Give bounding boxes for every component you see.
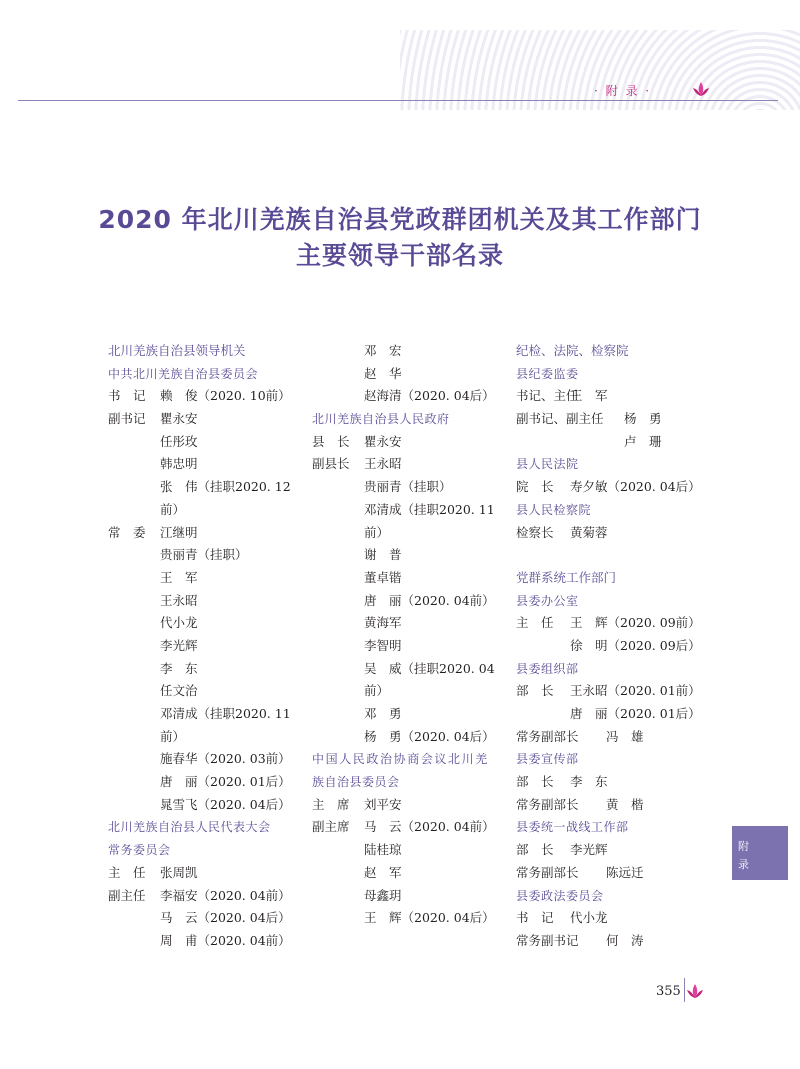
roster-entry	[312, 363, 507, 386]
person-name: 王永昭（2020. 01前）	[570, 683, 701, 699]
roster-entry	[516, 930, 716, 953]
roster-entry	[312, 567, 507, 590]
roster-entry	[312, 453, 507, 476]
person-name: 代小龙	[160, 615, 198, 631]
org-heading: 县委组织部	[516, 661, 579, 676]
person-name: 刘平安	[364, 796, 402, 812]
org-heading: 县委统一战线工作部	[516, 820, 629, 835]
roster-entry	[108, 567, 308, 590]
person-name: 邓 宏	[364, 343, 402, 358]
roster-entry	[108, 771, 308, 794]
person-name: 马 云（2020. 04前）	[364, 819, 495, 835]
roster-entry	[516, 612, 716, 635]
side-tab-line1: 附	[738, 840, 749, 853]
person-name: 晁雪飞（2020. 04后）	[160, 796, 291, 812]
roster-entry	[516, 771, 716, 794]
person-name: 黄海军	[364, 615, 402, 631]
person-name: 王 军	[160, 569, 198, 585]
person-name: 前）	[364, 524, 390, 540]
person-name: 王 辉（2020. 09前）	[570, 615, 701, 631]
roster-entry	[312, 635, 507, 658]
person-name: 瞿永安	[364, 433, 402, 449]
org-heading: 县委办公室	[516, 593, 579, 608]
roster-entry	[312, 476, 507, 499]
person-name: 前）	[160, 728, 186, 744]
person-name: 韩忠明	[160, 456, 198, 472]
column-middle	[312, 340, 507, 930]
person-name: 任彤玫	[160, 433, 198, 449]
person-name: 前）	[160, 501, 186, 517]
person-name: 周 甫（2020. 04前）	[160, 932, 291, 948]
roster-entry	[108, 590, 308, 613]
roster-entry	[108, 431, 308, 454]
page-subtitle: 主要领导干部名录	[295, 241, 504, 270]
roster-entry	[312, 907, 507, 930]
roster-entry	[108, 499, 308, 522]
person-name: 杨 勇（2020. 04后）	[364, 728, 495, 744]
section-heading: 纪检、法院、检察院	[516, 343, 629, 358]
person-name: 寿夕敏（2020. 04后）	[570, 479, 701, 495]
roster-entry	[108, 476, 308, 499]
position-label: 院 长	[516, 479, 554, 495]
roster-entry	[312, 431, 507, 454]
roster-entry	[108, 862, 308, 885]
person-name: 黄 楷	[606, 796, 644, 812]
roster-entry	[108, 453, 308, 476]
person-name: 赖 俊（2020. 10前）	[160, 388, 291, 404]
person-name: 贵丽青（挂职）	[364, 479, 452, 495]
position-label: 常务副部长	[516, 796, 579, 812]
roster-entry	[312, 726, 507, 749]
roster-entry	[312, 816, 507, 839]
roster-entry	[108, 680, 308, 703]
roster-entry	[516, 726, 716, 749]
roster-entry	[108, 408, 308, 431]
org-heading: 县人民检察院	[516, 502, 592, 517]
position-label: 副主席	[312, 819, 350, 835]
roster-entry	[108, 522, 308, 545]
column-left	[108, 340, 308, 953]
position-label: 副书记	[108, 411, 146, 427]
page-title: 2020 年北川羌族自治县党政群团机关及其工作部门	[98, 205, 702, 234]
roster-entry	[108, 385, 308, 408]
roster-entry	[108, 748, 308, 771]
person-name: 谢 普	[364, 547, 402, 563]
person-name: 董卓锴	[364, 569, 402, 585]
person-name: 王永昭	[364, 456, 402, 472]
roster-entry	[312, 340, 507, 363]
person-name: 何 涛	[606, 932, 644, 948]
roster-entry	[516, 385, 716, 408]
person-name: 王 辉（2020. 04后）	[364, 910, 495, 926]
position-label: 书记、主任	[516, 388, 579, 404]
person-name: 李光辉	[160, 637, 198, 653]
person-name: 前）	[364, 683, 390, 699]
person-name: 马 云（2020. 04后）	[160, 910, 291, 926]
side-tab-line2: 录	[738, 858, 749, 871]
person-name: 王永昭	[160, 592, 198, 608]
person-name: 邓清成（挂职2020. 11	[160, 706, 291, 721]
roster-entry	[516, 522, 716, 545]
page-number: 355	[656, 984, 681, 999]
org-heading: 县纪委监委	[516, 366, 579, 381]
roster-entry	[516, 862, 716, 885]
position-label: 常务副书记	[516, 932, 579, 948]
roster-entry	[312, 794, 507, 817]
position-label: 书 记	[516, 910, 554, 926]
roster-entry	[108, 635, 308, 658]
section-heading: 党群系统工作部门	[516, 569, 617, 585]
position-label: 主 席	[312, 796, 350, 812]
person-name: 赵海清（2020. 04后）	[364, 388, 495, 404]
spacer	[516, 544, 716, 567]
roster-entry	[312, 544, 507, 567]
column-right	[516, 340, 716, 953]
roster-entry	[108, 885, 308, 908]
position-label: 部 长	[516, 683, 554, 699]
roster-entry	[516, 680, 716, 703]
section-tag: · 附 录 ·	[594, 84, 652, 98]
roster-entry	[312, 680, 507, 703]
position-label: 县 长	[312, 433, 350, 449]
roster-entry	[516, 839, 716, 862]
org-heading: 县委宣传部	[516, 752, 579, 767]
person-name: 杨 勇	[624, 411, 662, 427]
roster-entry	[312, 385, 507, 408]
roster-entry	[312, 590, 507, 613]
position-label: 部 长	[516, 774, 554, 790]
roster-entry	[108, 612, 308, 635]
roster-entry	[108, 658, 308, 681]
person-name: 陆桂琼	[364, 842, 402, 858]
person-name: 任文治	[160, 683, 198, 699]
person-name: 代小龙	[570, 910, 608, 926]
roster-entry	[108, 930, 308, 953]
position-label: 主 任	[108, 864, 146, 880]
roster-entry	[108, 726, 308, 749]
person-name: 李光辉	[570, 842, 608, 858]
person-name: 唐 丽（2020. 04前）	[364, 592, 495, 608]
roster-entry	[516, 431, 716, 454]
person-name: 母鑫玥	[364, 887, 402, 903]
person-name: 张 伟（挂职2020. 12	[160, 479, 291, 495]
position-label: 书 记	[108, 388, 146, 404]
roster-entry	[516, 907, 716, 930]
person-name: 赵 华	[364, 365, 402, 381]
org-heading: 县委政法委员会	[516, 888, 604, 903]
roster-entry	[108, 794, 308, 817]
position-label: 常务副部长	[516, 728, 579, 744]
roster-entry	[312, 522, 507, 545]
side-tab	[732, 826, 788, 880]
position-label: 副县长	[312, 456, 350, 472]
roster-entry	[108, 544, 308, 567]
roster-entry	[108, 907, 308, 930]
roster-entry	[516, 408, 716, 431]
position-label: 副书记、副主任	[516, 411, 604, 427]
org-heading: 中共北川羌族自治县委员会	[108, 366, 259, 381]
position-label: 主 任	[516, 615, 554, 631]
person-name: 瞿永安	[160, 411, 198, 427]
roster-entry	[516, 703, 716, 726]
person-name: 李 东	[160, 660, 198, 676]
section-heading: 北川羌族自治县领导机关	[108, 343, 246, 358]
person-name: 李 东	[570, 774, 608, 790]
person-name: 唐 丽（2020. 01后）	[570, 706, 701, 721]
roster-entry	[516, 635, 716, 658]
person-name: 徐 明（2020. 09后）	[570, 637, 701, 653]
roster-entry	[312, 703, 507, 726]
roster-entry	[108, 703, 308, 726]
roster-entry	[312, 612, 507, 635]
position-label: 检察长	[516, 524, 554, 540]
person-name: 赵 军	[364, 864, 402, 880]
roster-entry	[312, 862, 507, 885]
person-name: 王 军	[570, 388, 608, 404]
person-name: 江继明	[160, 524, 198, 540]
person-name: 冯 雄	[606, 728, 644, 744]
roster-entry	[516, 794, 716, 817]
org-heading: 族自治县委员会	[312, 775, 400, 790]
org-heading: 中国人民政治协商会议北川羌	[312, 752, 489, 767]
person-name: 李福安（2020. 04前）	[160, 887, 291, 903]
lotus-icon	[690, 78, 712, 100]
roster-entry	[516, 476, 716, 499]
person-name: 唐 丽（2020. 01后）	[160, 774, 291, 790]
org-heading: 北川羌族自治县人民代表大会	[108, 820, 271, 835]
person-name: 卢 珊	[624, 433, 662, 449]
person-name: 邓清成（挂职2020. 11	[364, 501, 495, 517]
roster-entry	[312, 885, 507, 908]
person-name: 李智明	[364, 637, 402, 653]
person-name: 张周凯	[160, 864, 198, 880]
org-heading: 县人民法院	[516, 457, 579, 472]
person-name: 陈远迁	[606, 864, 644, 880]
org-heading: 常务委员会	[108, 843, 171, 858]
position-label: 部 长	[516, 842, 554, 858]
person-name: 邓 勇	[364, 706, 402, 721]
position-label: 副主任	[108, 887, 146, 903]
person-name: 吴 威（挂职2020. 04	[364, 660, 495, 676]
org-heading: 北川羌族自治县人民政府	[312, 412, 450, 427]
lotus-footer-icon	[684, 980, 706, 1002]
header-rule	[18, 100, 778, 101]
position-label: 常务副部长	[516, 864, 579, 880]
person-name: 施春华（2020. 03前）	[160, 751, 291, 767]
roster-entry	[312, 839, 507, 862]
person-name: 黄菊蓉	[570, 524, 608, 540]
roster-entry	[312, 658, 507, 681]
roster-entry	[312, 499, 507, 522]
person-name: 贵丽青（挂职）	[160, 547, 248, 563]
position-label: 常 委	[108, 524, 146, 540]
